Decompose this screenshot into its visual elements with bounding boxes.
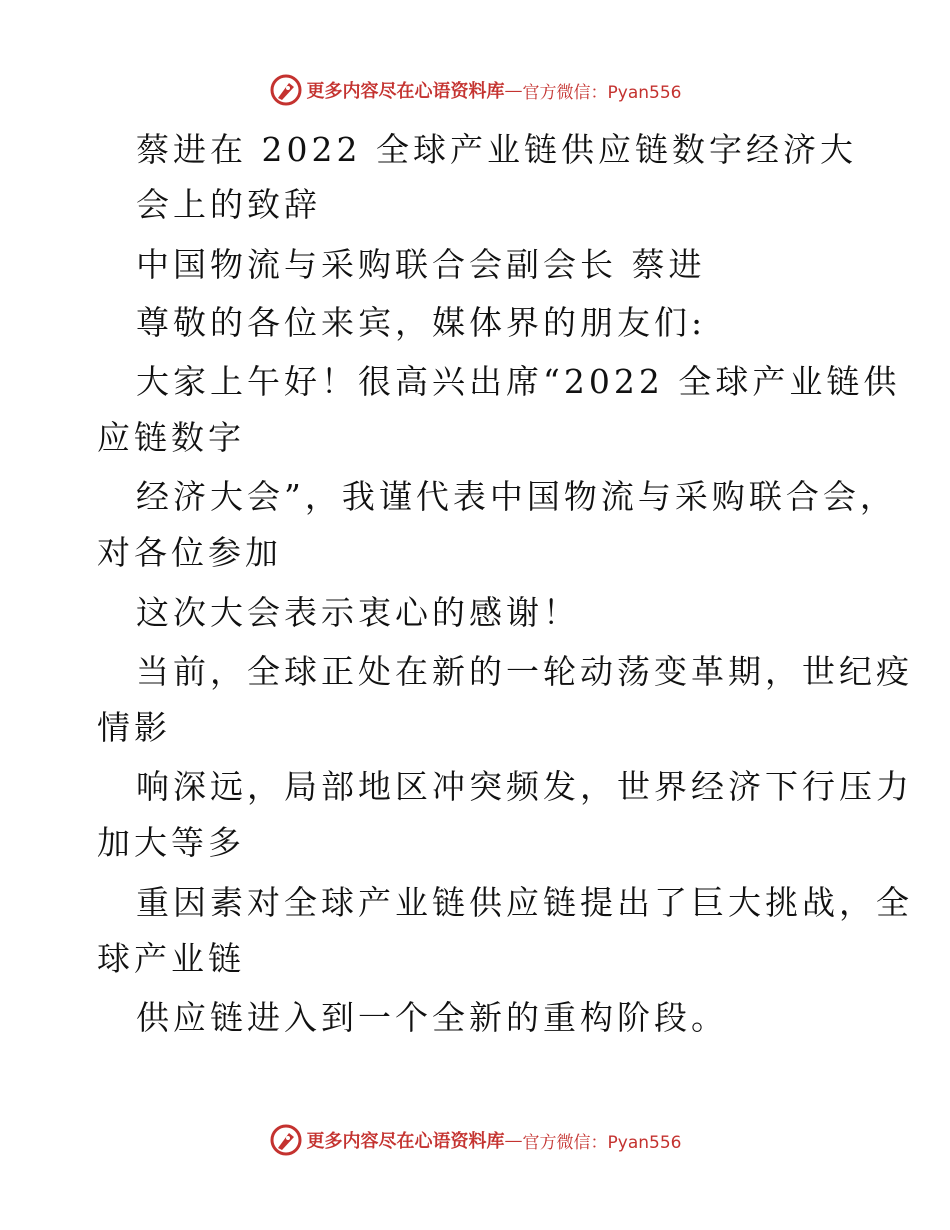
- text-line: 当前，全球正处在新的一轮动荡变革期，世纪疫: [136, 652, 913, 691]
- text-line: 中国物流与采购联合会副会长 蔡进: [136, 245, 706, 284]
- banner-slogan: 更多内容尽在心语资料库: [306, 81, 505, 102]
- banner-slogan: 更多内容尽在心语资料库: [306, 1131, 505, 1152]
- text-line: 会上的致辞: [136, 185, 321, 224]
- text-line: 加大等多: [97, 823, 245, 862]
- text-line: 经济大会”，我谨代表中国物流与采购联合会，: [136, 477, 897, 516]
- banner-wechat-id: 官方微信：Pyan556: [522, 1132, 682, 1153]
- text-line: 响深远，局部地区冲突频发，世界经济下行压力: [136, 767, 913, 806]
- text-line: 尊敬的各位来宾，媒体界的朋友们:: [136, 303, 707, 342]
- text-line: 重因素对全球产业链供应链提出了巨大挑战，全: [136, 883, 913, 922]
- text-line: 供应链进入到一个全新的重构阶段。: [136, 998, 728, 1037]
- banner-separator: —: [504, 1129, 523, 1151]
- text-line: 对各位参加: [97, 533, 282, 572]
- banner-separator: —: [504, 79, 523, 101]
- text-line: 应链数字: [97, 418, 245, 457]
- pen-nib-logo-icon: [269, 73, 303, 107]
- text-line: 大家上午好！很高兴出席“2022 全球产业链供: [136, 362, 901, 401]
- text-line: 球产业链: [97, 939, 245, 978]
- header-banner: [0, 70, 950, 110]
- text-line: 这次大会表示衷心的感谢！: [136, 593, 580, 632]
- pen-nib-logo-icon: [269, 1123, 303, 1157]
- text-line: 情影: [97, 708, 171, 747]
- footer-banner: [0, 1120, 950, 1160]
- text-line: 蔡进在 2022 全球产业链供应链数字经济大: [136, 130, 857, 169]
- banner-wechat-id: 官方微信：Pyan556: [522, 82, 682, 103]
